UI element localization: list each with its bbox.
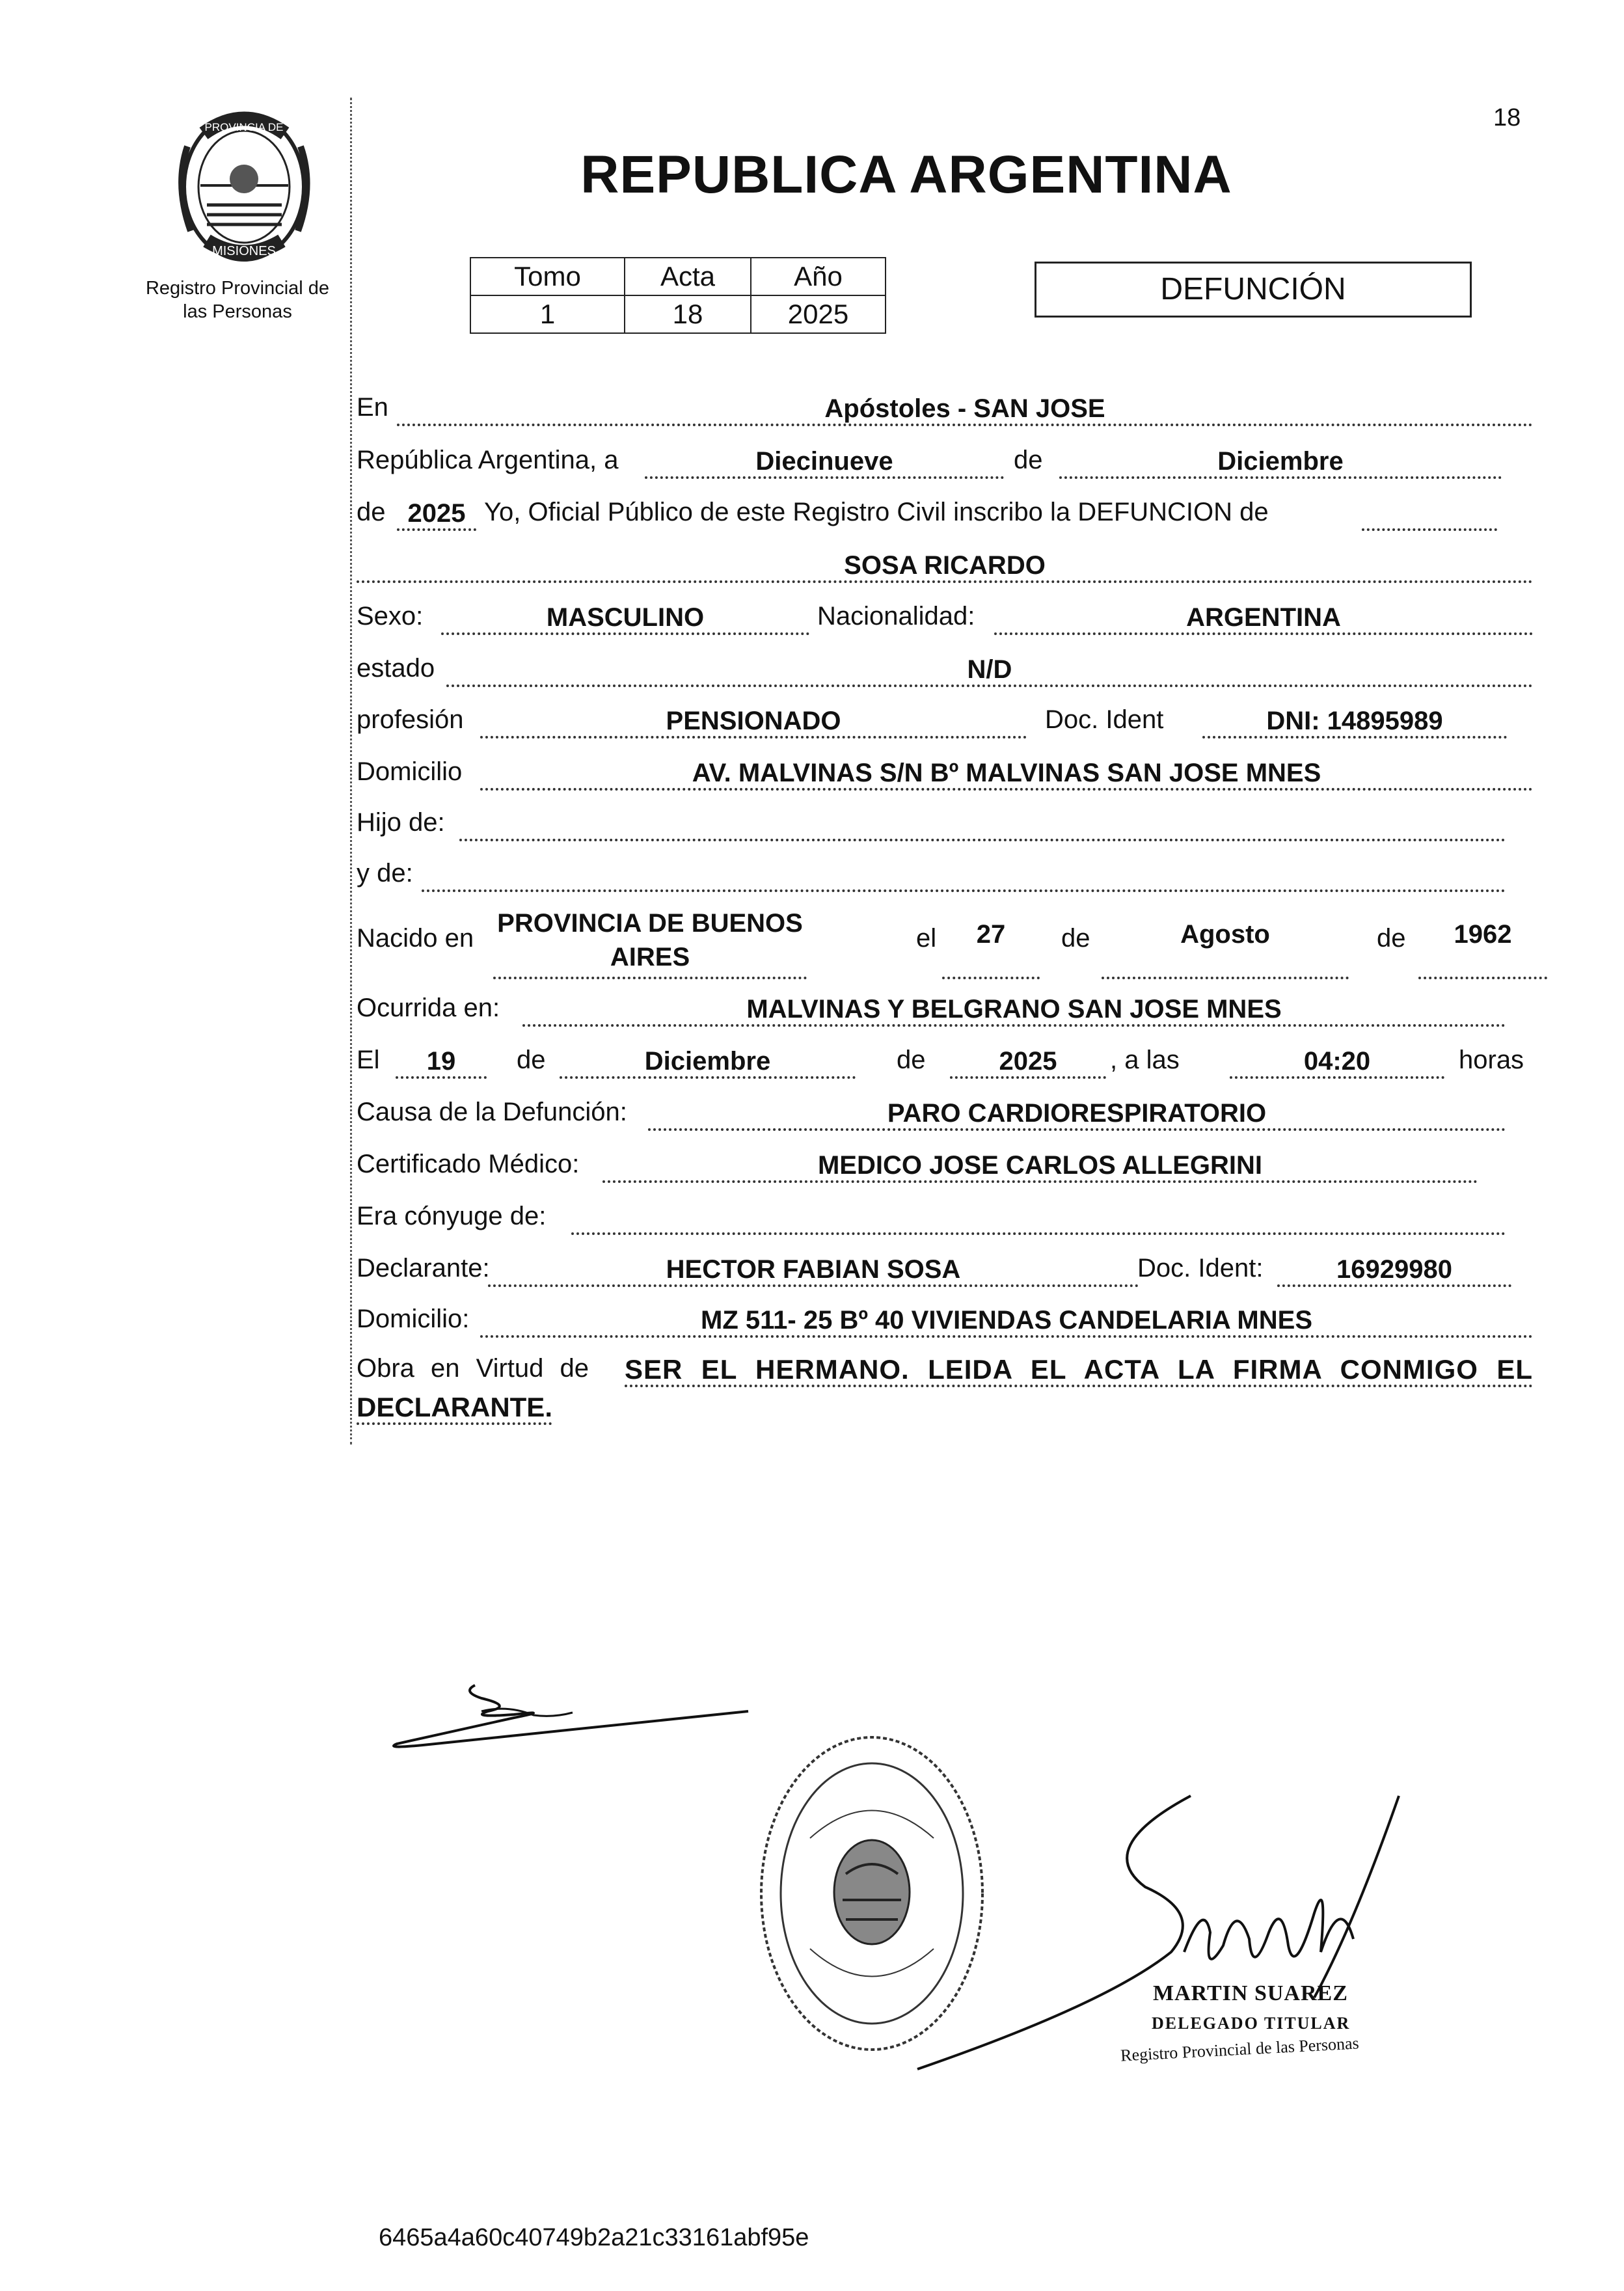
domicilio-label: Domicilio [357, 757, 463, 786]
def-anio-value: 2025 [950, 1046, 1106, 1079]
obra-value-line-1: SER EL HERMANO. LEIDA EL ACTA LA FIRMA CONMIGO EL [625, 1355, 1533, 1387]
de-label-5: de [517, 1046, 546, 1074]
row-ocurrida [357, 988, 1533, 1027]
ocurrida-label: Ocurrida en: [357, 994, 500, 1022]
nac-anio-value: 1962 [1418, 915, 1547, 979]
inscribo-blank [1362, 498, 1497, 531]
row-fecha-defuncion [357, 1040, 1533, 1079]
row-domicilio [357, 752, 1533, 791]
nacido-lugar-line-2: AIRES [610, 943, 690, 971]
acta-header: Acta [625, 258, 751, 295]
lugar-value: Apóstoles - SAN JOSE [397, 394, 1533, 426]
row-declarante [357, 1248, 1533, 1287]
hijo-de-blank [459, 809, 1506, 841]
tomo-header: Tomo [470, 258, 625, 295]
declarante-label: Declarante: [357, 1254, 490, 1282]
row-en [357, 387, 1533, 426]
declarante-doc-value: 16929980 [1277, 1254, 1511, 1287]
margin-line [350, 98, 352, 1444]
org-caption-line-1: Registro Provincial de [145, 278, 330, 299]
logo-text-bottom: MISIONES [212, 244, 276, 258]
domicilio-value: AV. MALVINAS S/N Bº MALVINAS SAN JOSE MNES [480, 758, 1533, 791]
de-label-6: de [897, 1046, 926, 1074]
certificado-label: Certificado Médico: [357, 1150, 580, 1178]
nacido-lugar-value [493, 906, 807, 979]
horas-label: horas [1459, 1046, 1524, 1074]
de-label-3: de [1061, 924, 1090, 953]
causa-label: Causa de la Defunción: [357, 1098, 627, 1126]
row-conyuge [357, 1196, 1533, 1235]
official-role: DELEGADO TITULAR [1152, 2014, 1351, 2033]
nacido-label: Nacido en [357, 924, 474, 953]
doc-ident-value: DNI: 14895989 [1202, 706, 1507, 739]
doc-ident-label: Doc. Ident [1045, 705, 1164, 734]
de-label: de [1014, 446, 1043, 474]
sexo-label: Sexo: [357, 602, 424, 630]
def-dia-value: 19 [396, 1046, 487, 1079]
row-sexo [357, 596, 1533, 635]
sexo-value: MASCULINO [441, 603, 809, 635]
y-de-label: y de: [357, 859, 413, 888]
profesion-label: profesión [357, 705, 464, 734]
def-mes-value: Diciembre [560, 1046, 856, 1079]
row-nombre [357, 544, 1533, 583]
ocurrida-value: MALVINAS Y BELGRANO SAN JOSE MNES [522, 994, 1506, 1027]
tipo-acta-box: DEFUNCIÓN [1035, 262, 1472, 318]
nacionalidad-value: ARGENTINA [994, 603, 1533, 635]
a-las-label: , a las [1110, 1046, 1180, 1074]
row-declarante-domicilio [357, 1299, 1533, 1338]
row-y-de [357, 853, 1533, 892]
profesion-value: PENSIONADO [480, 706, 1027, 739]
republica-label: República Argentina, a [357, 446, 619, 474]
row-certificado [357, 1144, 1533, 1183]
nacido-lugar-line-1: PROVINCIA DE BUENOS [497, 909, 803, 938]
obra-value-line-2: DECLARANTE. [357, 1392, 552, 1425]
obra-label: Obra en Virtud de [357, 1354, 589, 1383]
hijo-de-label: Hijo de: [357, 808, 445, 837]
hora-value: 04:20 [1230, 1046, 1444, 1079]
estado-label: estado [357, 654, 435, 683]
registro-table [470, 257, 886, 334]
row-profesion [357, 699, 1533, 739]
nombre-value: SOSA RICARDO [357, 550, 1533, 583]
tomo-value: 1 [470, 295, 625, 333]
document-title: REPUBLICA ARGENTINA [580, 145, 1232, 204]
org-caption [130, 277, 345, 323]
declarante-domicilio-value: MZ 511- 25 Bº 40 VIVIENDAS CANDELARIA MNES [480, 1305, 1533, 1338]
conyuge-label: Era cónyuge de: [357, 1202, 547, 1230]
declarant-signature [384, 1672, 774, 1763]
de-label-4: de [1377, 924, 1406, 953]
el-label: el [916, 924, 937, 953]
conyuge-blank [571, 1202, 1506, 1235]
inscribo-text: Yo, Oficial Público de este Registro Civil inscribo la DEFUNCION de [484, 498, 1269, 526]
document-hash: 6465a4a60c40749b2a21c33161abf95e [379, 2224, 809, 2251]
logo-text-top: PROVINCIA DE [204, 121, 284, 133]
row-fecha-inscripcion [357, 440, 1533, 479]
anio-value: 2025 [397, 498, 476, 531]
page-number: 18 [1493, 104, 1521, 131]
causa-value: PARO CARDIORESPIRATORIO [648, 1098, 1506, 1131]
domicilio2-label: Domicilio: [357, 1305, 470, 1333]
row-causa [357, 1092, 1533, 1131]
mes-value: Diciembre [1059, 446, 1502, 479]
row-nacido [357, 901, 1533, 979]
certificado-value: MEDICO JOSE CARLOS ALLEGRINI [602, 1150, 1478, 1183]
row-hijo-de [357, 802, 1533, 841]
de-label-2: de [357, 498, 386, 526]
acta-value: 18 [625, 295, 751, 333]
nac-dia-value: 27 [942, 915, 1040, 979]
el-cap-label: El [357, 1046, 380, 1074]
anio-value: 2025 [751, 295, 886, 333]
official-name: MARTIN SUAREZ [1153, 1981, 1348, 2005]
y-de-blank [422, 860, 1506, 892]
official-organization: Registro Provincial de las Personas [1120, 2033, 1360, 2065]
declarante-value: HECTOR FABIAN SOSA [488, 1254, 1139, 1287]
row-obra-2 [357, 1386, 1533, 1425]
nacionalidad-label: Nacionalidad: [817, 602, 975, 630]
row-estado [357, 648, 1533, 687]
dia-value: Diecinueve [645, 446, 1004, 479]
nac-mes-value: Agosto [1102, 915, 1349, 979]
row-obra [357, 1348, 1533, 1387]
anio-header: Año [751, 258, 886, 295]
row-anio-inscribo [357, 492, 1533, 531]
en-label: En [357, 393, 388, 422]
org-caption-line-2: las Personas [183, 301, 292, 322]
declarante-doc-label: Doc. Ident: [1137, 1254, 1264, 1282]
estado-value: N/D [446, 655, 1533, 687]
